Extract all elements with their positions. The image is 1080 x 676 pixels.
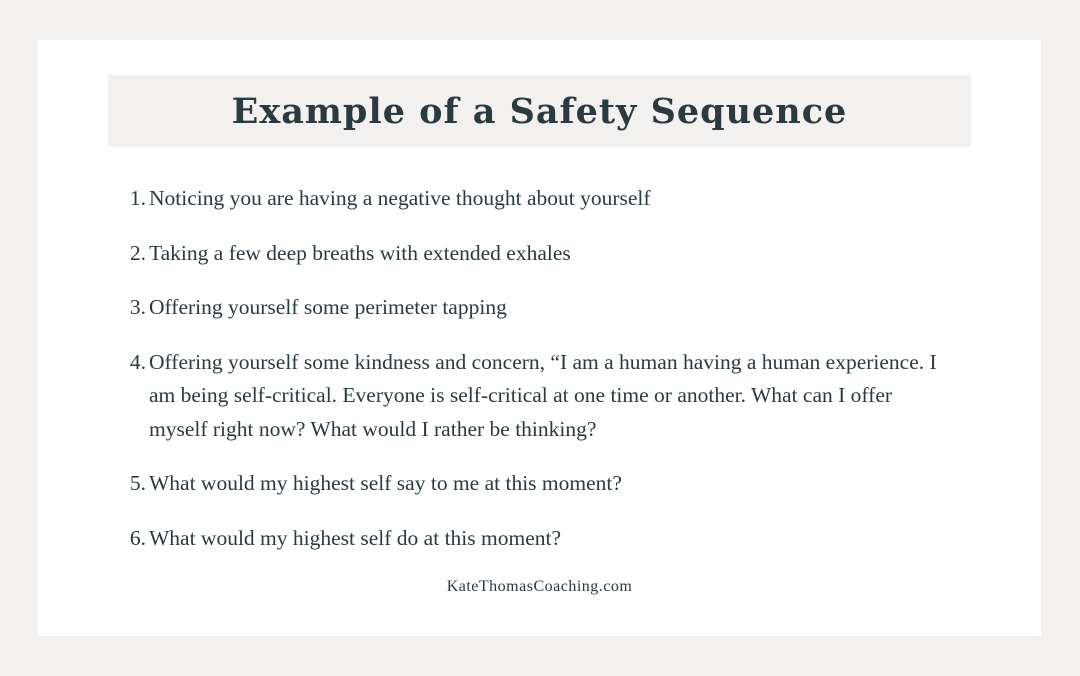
list-item xyxy=(126,291,946,325)
list-item xyxy=(126,237,946,271)
step-number: 4. xyxy=(129,349,146,374)
step-text: What would my highest self do at this moment? xyxy=(149,525,562,550)
step-number: 2. xyxy=(129,240,146,265)
list-item xyxy=(126,182,946,216)
website-credit: KateThomasCoaching.com xyxy=(446,578,633,595)
list-item xyxy=(126,522,946,556)
step-number: 1. xyxy=(129,186,146,210)
step-text: What would my highest self say to me at this moment? xyxy=(149,471,622,495)
step-text: Noticing you are having a negative thought about yourself xyxy=(149,186,651,210)
page-title: Example of a Safety Sequence xyxy=(231,90,848,132)
step-number: 5. xyxy=(129,471,146,495)
steps-list xyxy=(126,182,946,576)
list-item xyxy=(126,467,946,501)
step-text: Offering yourself some kindness and concern, “I am a human having a human experience. I am being self-critical. Everyone is self-critical at one time or another. What can I offer myself right now? What would I rather be thinking? xyxy=(149,349,937,441)
title-band xyxy=(108,75,971,147)
step-text: Offering yourself some perimeter tapping xyxy=(149,295,507,319)
step-number: 6. xyxy=(129,525,146,550)
step-text: Taking a few deep breaths with extended exhales xyxy=(149,240,571,265)
list-item xyxy=(126,346,946,447)
content-card xyxy=(38,40,1041,636)
step-number: 3. xyxy=(129,295,146,319)
